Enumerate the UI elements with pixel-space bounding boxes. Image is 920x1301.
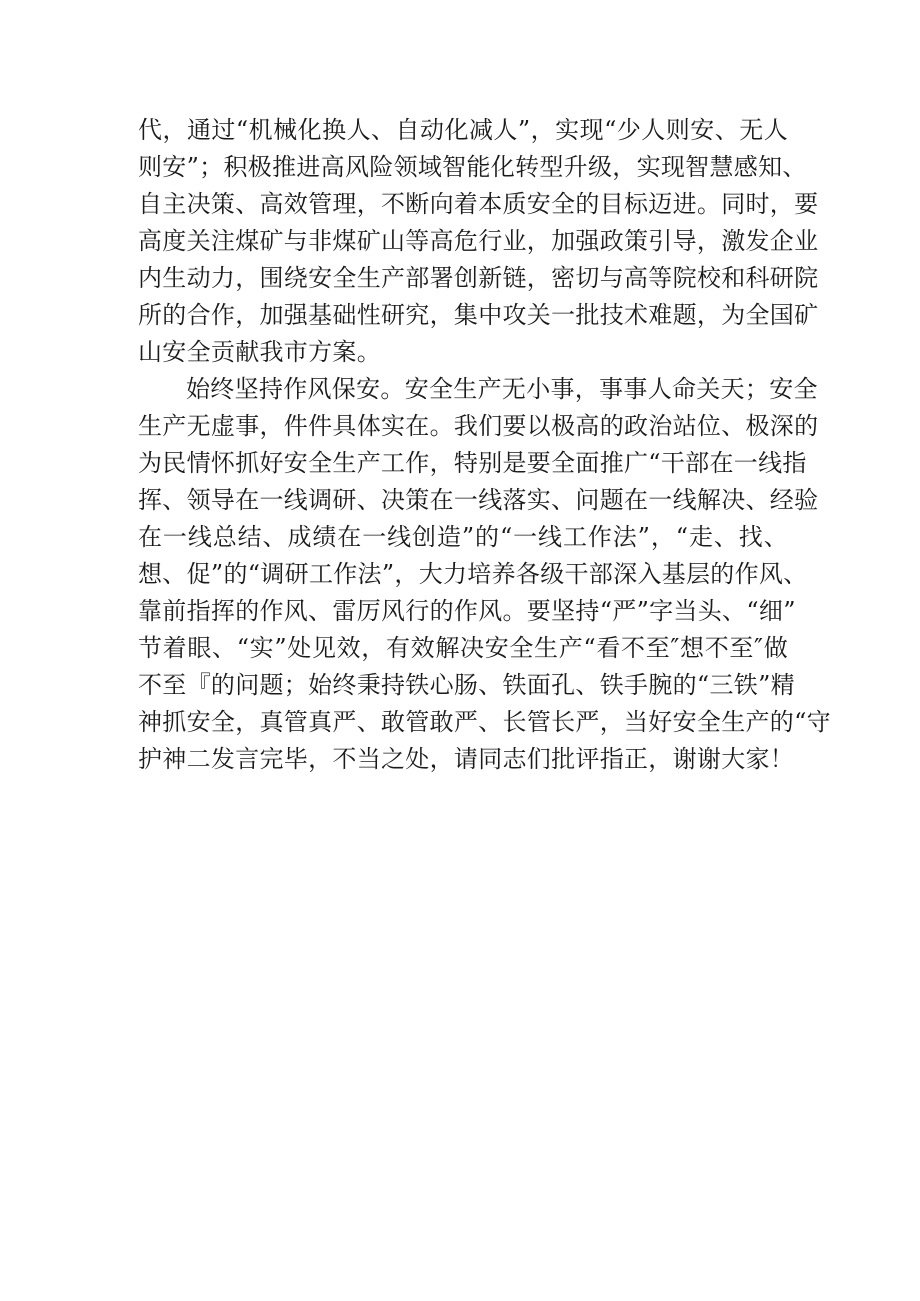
paragraph-line: 护神二发言完毕，不当之处，请同志们批评指正，谢谢大家！: [138, 745, 795, 773]
paragraph-line: 高度关注煤矿与非煤矿山等高危行业，加强政策引导，激发企业: [138, 227, 819, 255]
paragraph-2: [138, 371, 831, 778]
paragraph-line: 不至『的问题；始终秉持铁心肠、铁面孔、铁手腕的“三铁”精: [138, 671, 795, 699]
paragraph-line: 想、促”的“调研工作法”，大力培养各级干部深入基层的作风、: [138, 560, 808, 588]
paragraph-line: 始终坚持作风保安。安全生产无小事，事事人命关天；安全: [186, 375, 818, 403]
paragraph-line: 节着眼、“实”处见效，有效解决安全生产“看不至″想不至″做: [138, 634, 788, 662]
paragraph-line: 则安”；积极推进高风险领域智能化转型升级，实现智慧感知、: [138, 153, 807, 181]
paragraph-line: 靠前指挥的作风、雷厉风行的作风。要坚持“严”字当头、“细”: [138, 597, 796, 625]
paragraph-1: [138, 112, 819, 371]
paragraph-line: 神抓安全，真管真严、敢管敢严、长管长严，当好安全生产的“守: [138, 708, 831, 736]
paragraph-line: 内生动力，围绕安全生产部署创新链，密切与高等院校和科研院: [138, 264, 819, 292]
body-text: [138, 112, 831, 778]
paragraph-line: 所的合作，加强基础性研究，集中攻关一批技术难题，为全国矿: [138, 301, 819, 329]
paragraph-line: 在一线总结、成绩在一线创造”的“一线工作法”，“走、找、: [138, 523, 788, 551]
paragraph-line: 代，通过“机械化换人、自动化减人”，实现“少人则安、无人: [138, 116, 788, 144]
paragraph-line: 为民情怀抓好安全生产工作，特别是要全面推广“干部在一线指: [138, 449, 807, 477]
paragraph-line: 生产无虚事，件件具体实在。我们要以极高的政治站位、极深的: [138, 412, 819, 440]
paragraph-line: 自主决策、高效管理，不断向着本质安全的目标迈进。同时，要: [138, 190, 819, 218]
paragraph-line: 山安全贡献我市方案。: [138, 338, 381, 366]
paragraph-line: 挥、领导在一线调研、决策在一线落实、问题在一线解决、经验: [138, 486, 819, 514]
